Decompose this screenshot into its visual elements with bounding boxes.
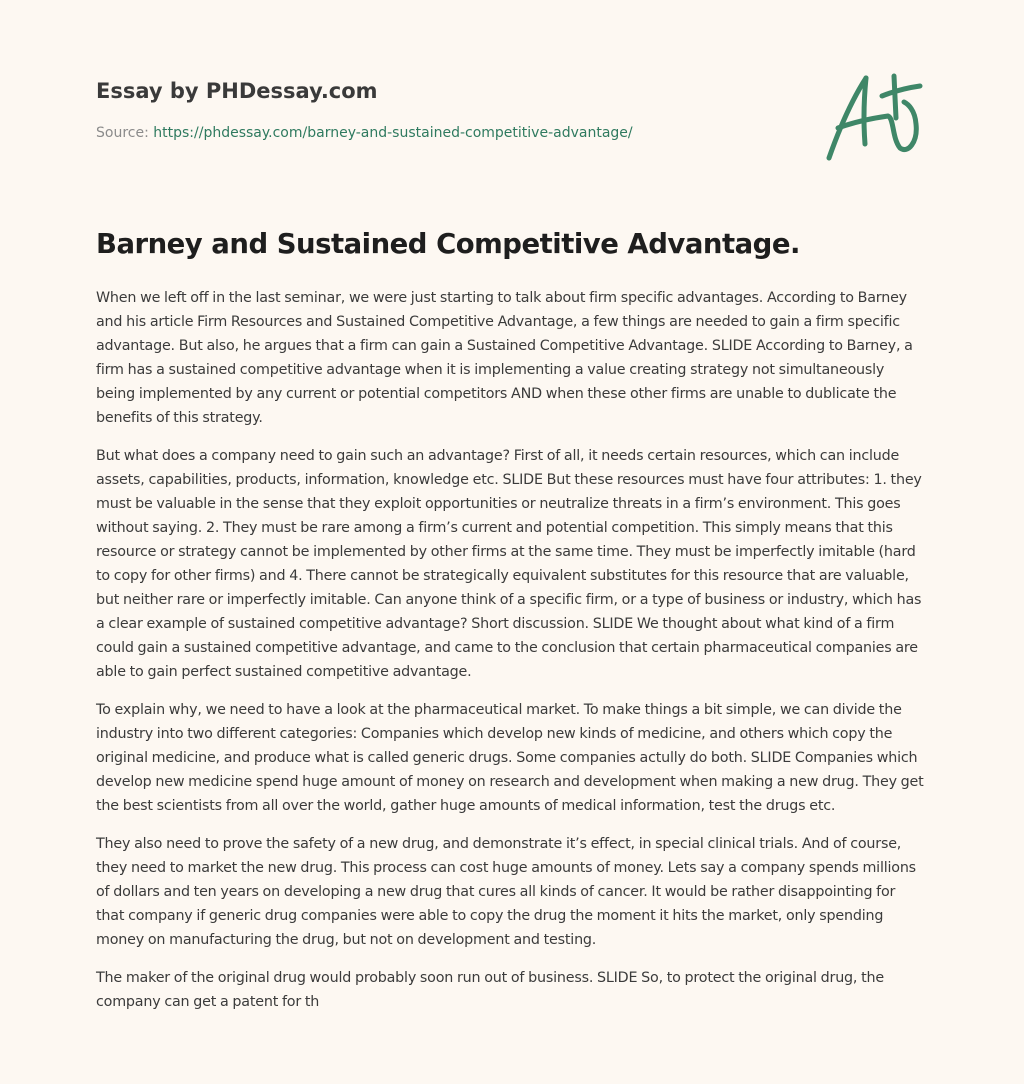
paragraph: The maker of the original drug would probably soon run out of business. SLIDE So, to protect the original drug, the company can get a patent for th bbox=[96, 970, 884, 1010]
page-header bbox=[96, 78, 696, 143]
paragraph: They also need to prove the safety of a new drug, and demonstrate it’s effect, in special clinical trials. And of course, they need to market the new drug. This process can cost huge amounts of money. Lets say a company spends millions of dollars and ten years on developing a new drug that cures all kinds of cancer. It would be rather disappointing for that company if generic drug companies were able to copy the drug the moment it hits the market, only spending money on manufacturing the drug, but not on development and testing. bbox=[96, 836, 916, 948]
paragraph: When we left off in the last seminar, we were just starting to talk about firm specific advantages. According to Barney and his article Firm Resources and Sustained Competitive Advantage, a few things are needed to gain a firm specific advantage. But also, he argues that a firm can gain a Sustained Competitive Advantage. SLIDE According to Barney, a firm has a sustained competitive advantage when it is implementing a value creating strategy not simultaneously being implemented by any current or potential competitors AND when these other firms are unable to dublicate the benefits of this strategy. bbox=[96, 290, 913, 426]
source-line bbox=[96, 123, 696, 143]
paragraph: To explain why, we need to have a look at the pharmaceutical market. To make things a bit simple, we can divide the industry into two different categories: Companies which develop new kinds of medicine, and others which copy the original medicine, and produce what is called generic drugs. Some companies actully do both. SLIDE Companies which develop new medicine spend huge amount of money on research and development when making a new drug. They get the best scientists from all over the world, gather huge amounts of medical information, test the drugs etc. bbox=[96, 702, 924, 814]
a-plus-logo-icon bbox=[822, 66, 932, 166]
article-body bbox=[96, 286, 924, 1028]
source-label: Source: bbox=[96, 125, 149, 141]
paragraph: But what does a company need to gain such an advantage? First of all, it needs certain resources, which can include assets, capabilities, products, information, knowledge etc. SLIDE But these resources must have four attributes: 1. they must be valuable in the sense that they exploit opportunities or neutralize threats in a firm’s environment. This goes without saying. 2. They must be rare among a firm’s current and potential competition. This simply means that this resource or strategy cannot be implemented by other firms at the same time. They must be imperfectly imitable (hard to copy for other firms) and 4. There cannot be strategically equivalent substitutes for this resource that are valuable, but neither rare or imperfectly imitable. Can anyone think of a specific firm, or a type of business or industry, which has a clear example of sustained competitive advantage? Short discussion. SLIDE We thought about what kind of a firm could gain a sustained competitive advantage, and came to the conclusion that certain pharmaceutical companies are able to gain perfect sustained competitive advantage. bbox=[96, 448, 922, 680]
source-link[interactable]: https://phdessay.com/barney-and-sustained-competitive-advantage/ bbox=[153, 125, 633, 141]
article-title: Barney and Sustained Competitive Advantage. bbox=[96, 228, 800, 260]
site-brand: Essay by PHDessay.com bbox=[96, 79, 378, 103]
